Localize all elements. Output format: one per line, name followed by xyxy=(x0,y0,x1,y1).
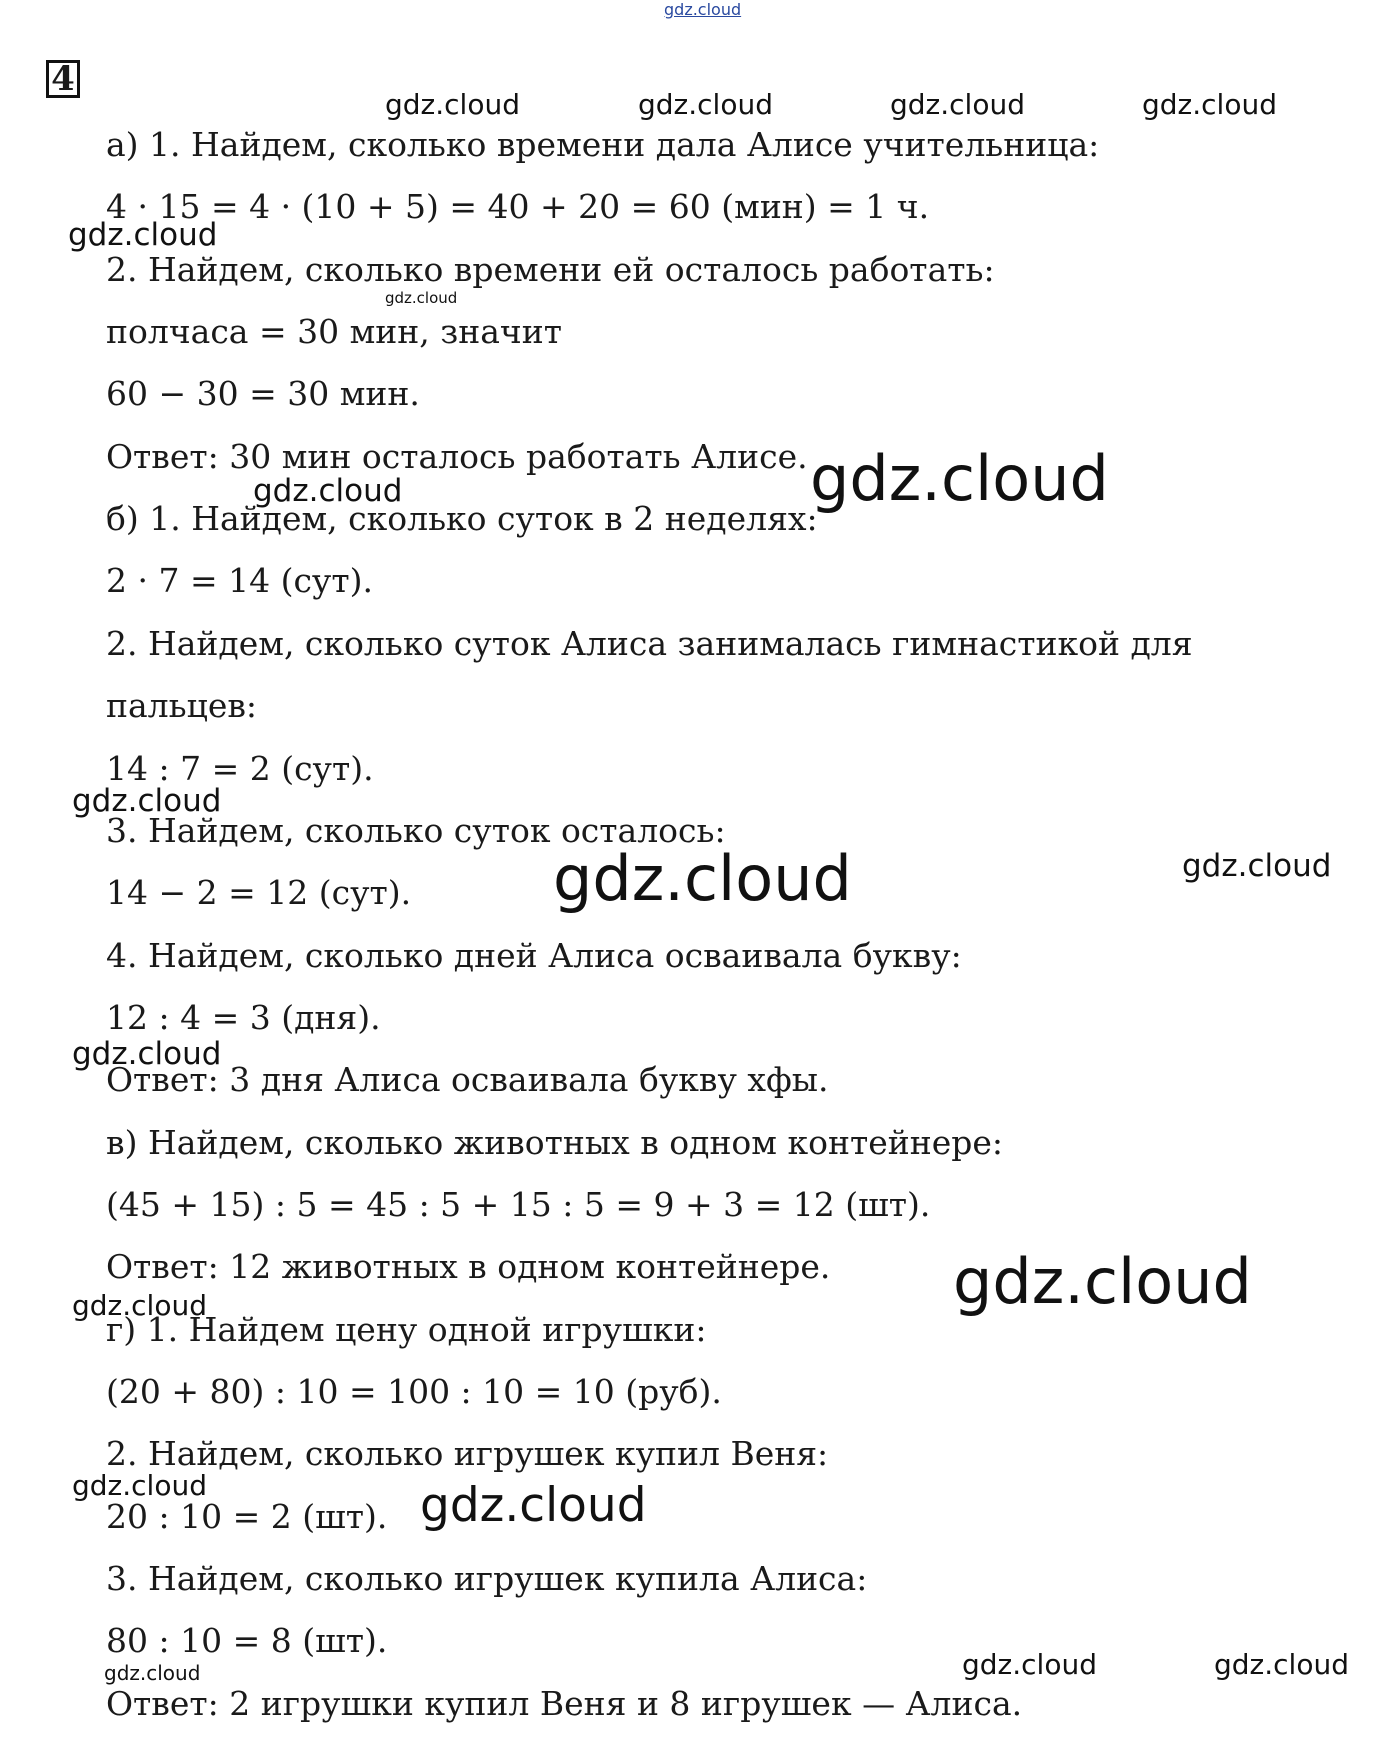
solution-line: пальцев: xyxy=(106,686,258,725)
answer-line: Ответ: 2 игрушки купил Веня и 8 игрушек — Алиса. xyxy=(106,1684,1023,1723)
watermark: gdz.cloud xyxy=(385,88,520,121)
watermark: gdz.cloud xyxy=(385,289,458,307)
watermark: gdz.cloud xyxy=(638,88,773,121)
watermark-large: gdz.cloud xyxy=(553,842,852,915)
answer-line: Ответ: 12 животных в одном контейнере. xyxy=(106,1247,831,1286)
answer-line: Ответ: 30 мин осталось работать Алисе. xyxy=(106,437,808,476)
solution-line: в) Найдем, сколько животных в одном контейнере: xyxy=(106,1123,1004,1162)
watermark: gdz.cloud xyxy=(253,473,403,509)
solution-line: а) 1. Найдем, сколько времени дала Алисе учительница: xyxy=(106,125,1100,164)
solution-line: полчаса = 30 мин, значит xyxy=(106,312,562,351)
solution-line: (45 + 15) : 5 = 45 : 5 + 15 : 5 = 9 + 3 = 12 (шт). xyxy=(106,1185,931,1224)
watermark-large: gdz.cloud xyxy=(953,1245,1252,1318)
watermark: gdz.cloud xyxy=(72,1469,207,1502)
watermark: gdz.cloud xyxy=(1182,848,1332,884)
solution-line: 20 : 10 = 2 (шт). xyxy=(106,1497,388,1536)
task-number-badge: 4 xyxy=(46,60,80,98)
solution-line: 4. Найдем, сколько дней Алиса осваивала букву: xyxy=(106,936,962,975)
solution-line: 14 : 7 = 2 (сут). xyxy=(106,749,374,788)
solution-line: (20 + 80) : 10 = 100 : 10 = 10 (руб). xyxy=(106,1372,722,1411)
watermark: gdz.cloud xyxy=(1142,88,1277,121)
solution-line: 80 : 10 = 8 (шт). xyxy=(106,1621,388,1660)
solution-line: г) 1. Найдем цену одной игрушки: xyxy=(106,1310,707,1349)
watermark: gdz.cloud xyxy=(104,1661,201,1685)
solution-line: 2. Найдем, сколько игрушек купил Веня: xyxy=(106,1434,829,1473)
watermark: gdz.cloud xyxy=(962,1648,1097,1681)
solution-line: 2. Найдем, сколько времени ей осталось работать: xyxy=(106,250,995,289)
solution-line: 4 · 15 = 4 · (10 + 5) = 40 + 20 = 60 (мин) = 1 ч. xyxy=(106,187,930,226)
solution-line: 2 · 7 = 14 (сут). xyxy=(106,561,373,600)
solution-line: 60 − 30 = 30 мин. xyxy=(106,374,420,413)
answer-line: Ответ: 3 дня Алиса осваивала букву хфы. xyxy=(106,1060,829,1099)
watermark-large: gdz.cloud xyxy=(810,442,1109,515)
watermark: gdz.cloud xyxy=(890,88,1025,121)
watermark: gdz.cloud xyxy=(72,1289,207,1322)
solution-line: 14 − 2 = 12 (сут). xyxy=(106,873,412,912)
watermark: gdz.cloud xyxy=(72,1036,222,1072)
watermark-top: gdz.cloud xyxy=(664,0,742,19)
watermark: gdz.cloud xyxy=(72,783,222,819)
solution-line: б) 1. Найдем, сколько суток в 2 неделях: xyxy=(106,499,818,538)
solution-line: 3. Найдем, сколько игрушек купила Алиса: xyxy=(106,1559,868,1598)
solution-line: 12 : 4 = 3 (дня). xyxy=(106,998,381,1037)
watermark: gdz.cloud xyxy=(1214,1648,1349,1681)
watermark: gdz.cloud xyxy=(420,1478,647,1533)
solution-line: 3. Найдем, сколько суток осталось: xyxy=(106,811,726,850)
solution-line: 2. Найдем, сколько суток Алиса занималась гимнастикой для xyxy=(106,624,1193,663)
watermark: gdz.cloud xyxy=(68,217,218,253)
